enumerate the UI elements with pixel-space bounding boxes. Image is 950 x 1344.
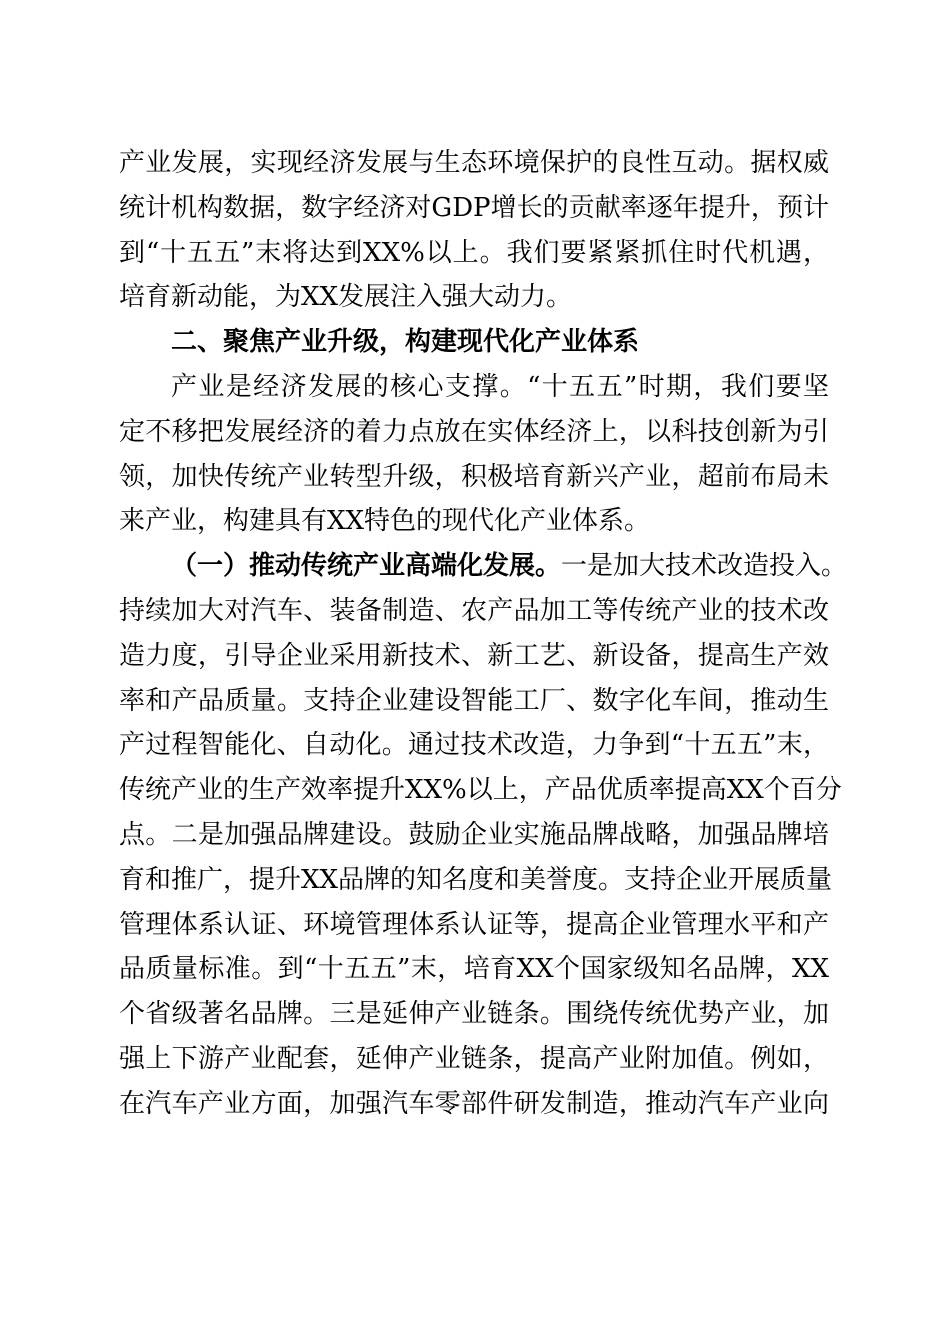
paragraph-line: 产过程智能化、自动化。通过技术改造，力争到“十五五”末， xyxy=(119,730,829,761)
paragraph-line-first xyxy=(119,544,848,589)
paragraph-1 xyxy=(119,141,829,320)
paragraph-line: 产业发展，实现经济发展与生态环境保护的良性互动。据权威 xyxy=(119,148,829,178)
paragraph-line: 强上下游产业配套，延伸产业链条，提高产业附加值。例如， xyxy=(119,1043,829,1074)
paragraph-line: 个省级著名品牌。三是延伸产业链条。围绕传统优势产业，加 xyxy=(119,999,829,1030)
paragraph-line: 产业是经济发展的核心支撑。“十五五”时期，我们要坚 xyxy=(171,371,829,402)
paragraph-line: 管理体系认证、环境管理体系认证等，提高企业管理水平和产 xyxy=(119,909,829,940)
paragraph-line: 到“十五五”末将达到XX%以上。我们要紧紧抓住时代机遇， xyxy=(119,237,829,268)
paragraph-line: 定不移把发展经济的着力点放在实体经济上，以科技创新为引 xyxy=(119,416,829,447)
paragraph-line: 品质量标准。到“十五五”末，培育XX个国家级知名品牌，XX xyxy=(119,954,829,985)
subsection-title: （一）推动传统产业高端化发展。 xyxy=(171,551,562,582)
document-body xyxy=(119,141,848,1127)
paragraph-3 xyxy=(119,544,848,1126)
paragraph-line: 在汽车产业方面，加强汽车零部件研发制造，推动汽车产业向 xyxy=(119,1088,829,1119)
paragraph-line: 传统产业的生产效率提升XX%以上，产品优质率提高XX个百分 xyxy=(119,775,842,806)
paragraph-line: 统计机构数据，数字经济对GDP增长的贡献率逐年提升，预计 xyxy=(119,192,829,223)
subsection-intro: 一是加大技术改造投入。 xyxy=(561,551,848,582)
paragraph-line: 领，加快传统产业转型升级，积极培育新兴产业，超前布局未 xyxy=(119,461,829,492)
paragraph-2 xyxy=(119,365,829,544)
paragraph-line: 点。二是加强品牌建设。鼓励企业实施品牌战略，加强品牌培 xyxy=(119,819,829,850)
paragraph-line: 培育新动能，为XX发展注入强大动力。 xyxy=(119,282,573,313)
paragraph-line: 率和产品质量。支持企业建设智能工厂、数字化车间，推动生 xyxy=(119,685,829,716)
paragraph-line: 育和推广，提升XX品牌的知名度和美誉度。支持企业开展质量 xyxy=(119,864,833,895)
paragraph-line: 来产业，构建具有XX特色的现代化产业体系。 xyxy=(119,506,651,537)
paragraph-line: 持续加大对汽车、装备制造、农产品加工等传统产业的技术改 xyxy=(119,595,829,626)
section-heading: 二、聚焦产业升级，构建现代化产业体系 xyxy=(171,327,640,358)
paragraph-line: 造力度，引导企业采用新技术、新工艺、新设备，提高生产效 xyxy=(119,640,829,671)
